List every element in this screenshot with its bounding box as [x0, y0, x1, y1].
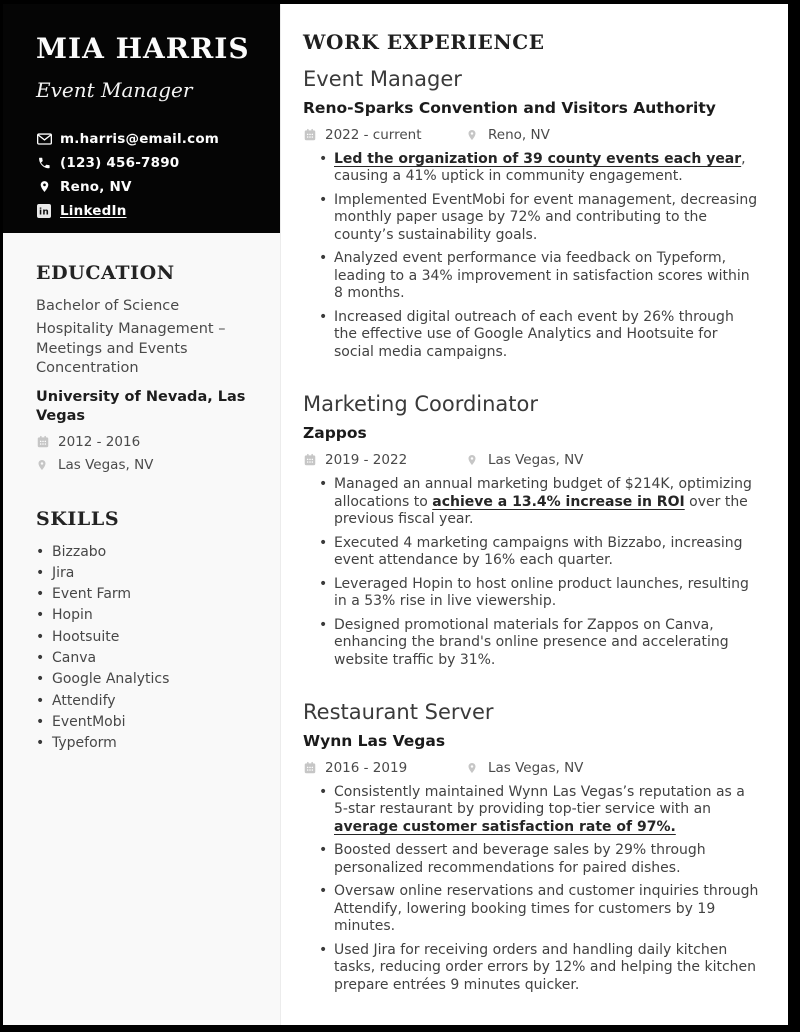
work-experience-heading: WORK EXPERIENCE — [303, 30, 545, 54]
bullet-marker: • — [36, 671, 45, 688]
achievement-segment: Oversaw online reservations and customer inquiries through Attendify, lowering booking times for customers by 19 minutes. — [334, 883, 759, 935]
job-dates-wrap — [303, 452, 466, 468]
achievement-bullet — [303, 250, 760, 303]
achievement-bullet — [303, 942, 760, 995]
education-heading: EDUCATION — [36, 262, 175, 284]
achievement-bullet — [303, 842, 760, 877]
achievement-segment: Analyzed event performance via feedback on Typeform, leading to a 34% improvement in satisfaction scores within 8 months. — [334, 250, 750, 302]
job-meta-row — [303, 452, 760, 468]
bullet-marker: • — [36, 735, 45, 752]
sidebar — [3, 4, 281, 1025]
education-dates-row — [36, 434, 260, 450]
achievement-bullet — [303, 576, 760, 611]
job-title: Event Manager — [303, 67, 462, 91]
achievement-segment: , causing a 41% uptick in community engagement. — [334, 150, 746, 185]
achievement-text — [334, 250, 760, 303]
bullet-marker: • — [319, 308, 328, 325]
bullet-marker: • — [319, 941, 328, 958]
bullet-marker: • — [36, 607, 45, 624]
skill-label: Google Analytics — [52, 671, 170, 688]
job-dates: 2019 - 2022 — [325, 452, 408, 469]
achievement-text — [334, 309, 760, 362]
achievement-segment: Leveraged Hopin to host online product launches, resulting in a 53% rise in live viewership. — [334, 575, 749, 610]
achievement-bullet — [303, 535, 760, 570]
map-pin-icon — [36, 458, 50, 472]
education-location-row — [36, 457, 260, 473]
achievement-segment: Implemented EventMobi for event management, decreasing monthly paper usage by 72% and contributing to the county’s sustainability goals. — [334, 191, 758, 243]
sidebar-body — [3, 233, 280, 754]
bullet-marker: • — [319, 883, 328, 900]
bullet-marker: • — [319, 842, 328, 859]
bullet-marker: • — [36, 543, 45, 560]
person-job-title: Event Manager — [36, 77, 193, 102]
phone-text: (123) 456-7890 — [60, 154, 180, 171]
contact-location — [36, 175, 260, 199]
job-bullet-list — [303, 151, 760, 362]
achievement-segment: Managed an annual marketing budget of $214K, optimizing allocations to — [334, 476, 752, 510]
achievement-text — [334, 883, 760, 936]
phone-icon — [36, 155, 52, 171]
achievement-segment: Increased digital outreach of each event by 26% through the effective use of Google Analytics and Hootsuite for social media campaigns. — [334, 308, 734, 360]
skills-section — [36, 508, 260, 755]
skill-label: EventMobi — [52, 713, 126, 730]
skill-item — [36, 733, 260, 754]
achievement-bullet — [303, 784, 760, 837]
skill-label: Hootsuite — [52, 628, 120, 645]
job-location: Reno, NV — [488, 126, 550, 143]
job-dates: 2016 - 2019 — [325, 759, 408, 776]
bullet-marker: • — [319, 575, 328, 592]
education-school: University of Nevada, Las Vegas — [36, 388, 246, 424]
job-company: Reno-Sparks Convention and Visitors Authority — [303, 99, 716, 118]
bullet-marker: • — [36, 692, 45, 709]
achievement-segment: Boosted dessert and beverage sales by 29% through personalized recommendations for paired dishes. — [334, 842, 706, 876]
job-location: Las Vegas, NV — [488, 759, 584, 776]
bullet-marker: • — [319, 534, 328, 551]
skills-list — [36, 542, 260, 755]
location-icon — [36, 179, 52, 195]
achievement-segment: Used Jira for receiving orders and handling daily kitchen tasks, reducing order errors by 12% and helping the kitchen prepare entrées 9 minutes quicker. — [334, 941, 757, 993]
skill-item — [36, 648, 260, 669]
job-dates-wrap — [303, 127, 466, 143]
contact-phone — [36, 151, 260, 175]
bullet-marker: • — [319, 150, 328, 167]
achievement-segment: Designed promotional materials for Zappos on Canva, enhancing the brand's online presence and accelerating website traffic by 31%. — [334, 616, 729, 668]
job-bullet-list — [303, 784, 760, 995]
highlighted-metric-link[interactable]: achieve a 13.4% increase in ROI — [432, 493, 685, 510]
skill-item — [36, 691, 260, 712]
education-dates: 2012 - 2016 — [58, 433, 141, 450]
job-location-wrap — [466, 760, 583, 776]
education-section — [36, 262, 260, 473]
svg-text:in: in — [39, 207, 49, 218]
bullet-marker: • — [36, 713, 45, 730]
map-pin-icon — [466, 453, 480, 467]
bullet-marker: • — [319, 783, 328, 800]
education-location: Las Vegas, NV — [58, 456, 154, 473]
skill-item — [36, 584, 260, 605]
calendar-icon — [303, 761, 317, 775]
skill-item — [36, 563, 260, 584]
bullet-marker: • — [319, 191, 328, 208]
email-icon — [36, 131, 52, 147]
achievement-text — [334, 942, 760, 995]
skill-item — [36, 712, 260, 733]
bullet-marker: • — [319, 616, 328, 633]
skill-label: Typeform — [52, 735, 117, 752]
person-name: MIA HARRIS — [36, 32, 250, 65]
contact-linkedin — [36, 199, 260, 223]
job-bullet-list — [303, 476, 760, 669]
map-pin-icon — [466, 761, 480, 775]
education-degree: Bachelor of Science — [36, 298, 180, 314]
highlighted-metric-link[interactable]: Led the organization of 39 county events each year — [334, 150, 742, 167]
bullet-marker: • — [36, 628, 45, 645]
job-title: Restaurant Server — [303, 700, 494, 725]
achievement-bullet — [303, 617, 760, 670]
calendar-icon — [36, 435, 50, 449]
achievement-bullet — [303, 192, 760, 245]
map-pin-icon — [466, 128, 480, 142]
achievement-segment: Executed 4 marketing campaigns with Bizzabo, increasing event attendance by 16% each quarter. — [334, 534, 743, 569]
contact-email — [36, 127, 260, 151]
bullet-marker: • — [319, 476, 328, 493]
skill-item — [36, 669, 260, 690]
skill-item — [36, 605, 260, 626]
job-meta-row — [303, 127, 760, 143]
achievement-text — [334, 617, 760, 670]
achievement-bullet — [303, 476, 760, 529]
highlighted-metric-link[interactable]: average customer satisfaction rate of 97%. — [334, 818, 676, 835]
achievement-text — [334, 576, 760, 611]
job-location: Las Vegas, NV — [488, 452, 584, 469]
bullet-marker: • — [36, 586, 45, 603]
email-text: m.harris@email.com — [60, 130, 220, 147]
job-location-wrap — [466, 452, 583, 468]
job-location-wrap — [466, 127, 550, 143]
achievement-bullet — [303, 151, 760, 186]
bullet-marker: • — [36, 564, 45, 581]
job-entry-marketing-coordinator — [303, 392, 760, 669]
linkedin-link[interactable]: LinkedIn — [60, 202, 127, 219]
job-company: Zappos — [303, 424, 367, 443]
job-entry-restaurant-server — [303, 700, 760, 994]
bullet-marker: • — [36, 649, 45, 666]
job-dates: 2022 - current — [325, 126, 422, 143]
calendar-icon — [303, 453, 317, 467]
achievement-text — [334, 151, 760, 186]
resume-page — [3, 4, 788, 1025]
job-entry-event-manager — [303, 67, 760, 361]
achievement-segment: Consistently maintained Wynn Las Vegas’s reputation as a 5-star restaurant by providing top-tier service with an — [334, 783, 745, 818]
achievement-text — [334, 192, 760, 245]
skill-label: Attendify — [52, 692, 116, 709]
skill-item — [36, 542, 260, 563]
bullet-marker: • — [319, 250, 328, 267]
location-text: Reno, NV — [60, 178, 132, 195]
achievement-bullet — [303, 883, 760, 936]
achievement-text — [334, 784, 760, 837]
achievement-text — [334, 842, 760, 877]
calendar-icon — [303, 128, 317, 142]
skill-label: Bizzabo — [52, 543, 107, 560]
achievement-text — [334, 535, 760, 570]
job-title: Marketing Coordinator — [303, 392, 539, 417]
education-program: Hospitality Management – Meetings and Events Concentration — [36, 321, 226, 376]
job-meta-row — [303, 760, 760, 776]
work-experience-column — [281, 4, 788, 1025]
skill-item — [36, 627, 260, 648]
job-dates-wrap — [303, 760, 466, 776]
achievement-text — [334, 476, 760, 529]
skill-label: Event Farm — [52, 586, 132, 603]
linkedin-icon — [36, 203, 52, 219]
contact-list — [36, 127, 260, 223]
skills-heading: SKILLS — [36, 507, 120, 530]
skill-label: Hopin — [52, 607, 93, 624]
skill-label: Jira — [52, 564, 75, 581]
skill-label: Canva — [52, 649, 97, 666]
achievement-bullet — [303, 309, 760, 362]
identity-header — [3, 4, 280, 233]
achievement-segment: over the previous fiscal year. — [334, 493, 748, 528]
job-company: Wynn Las Vegas — [303, 732, 446, 751]
